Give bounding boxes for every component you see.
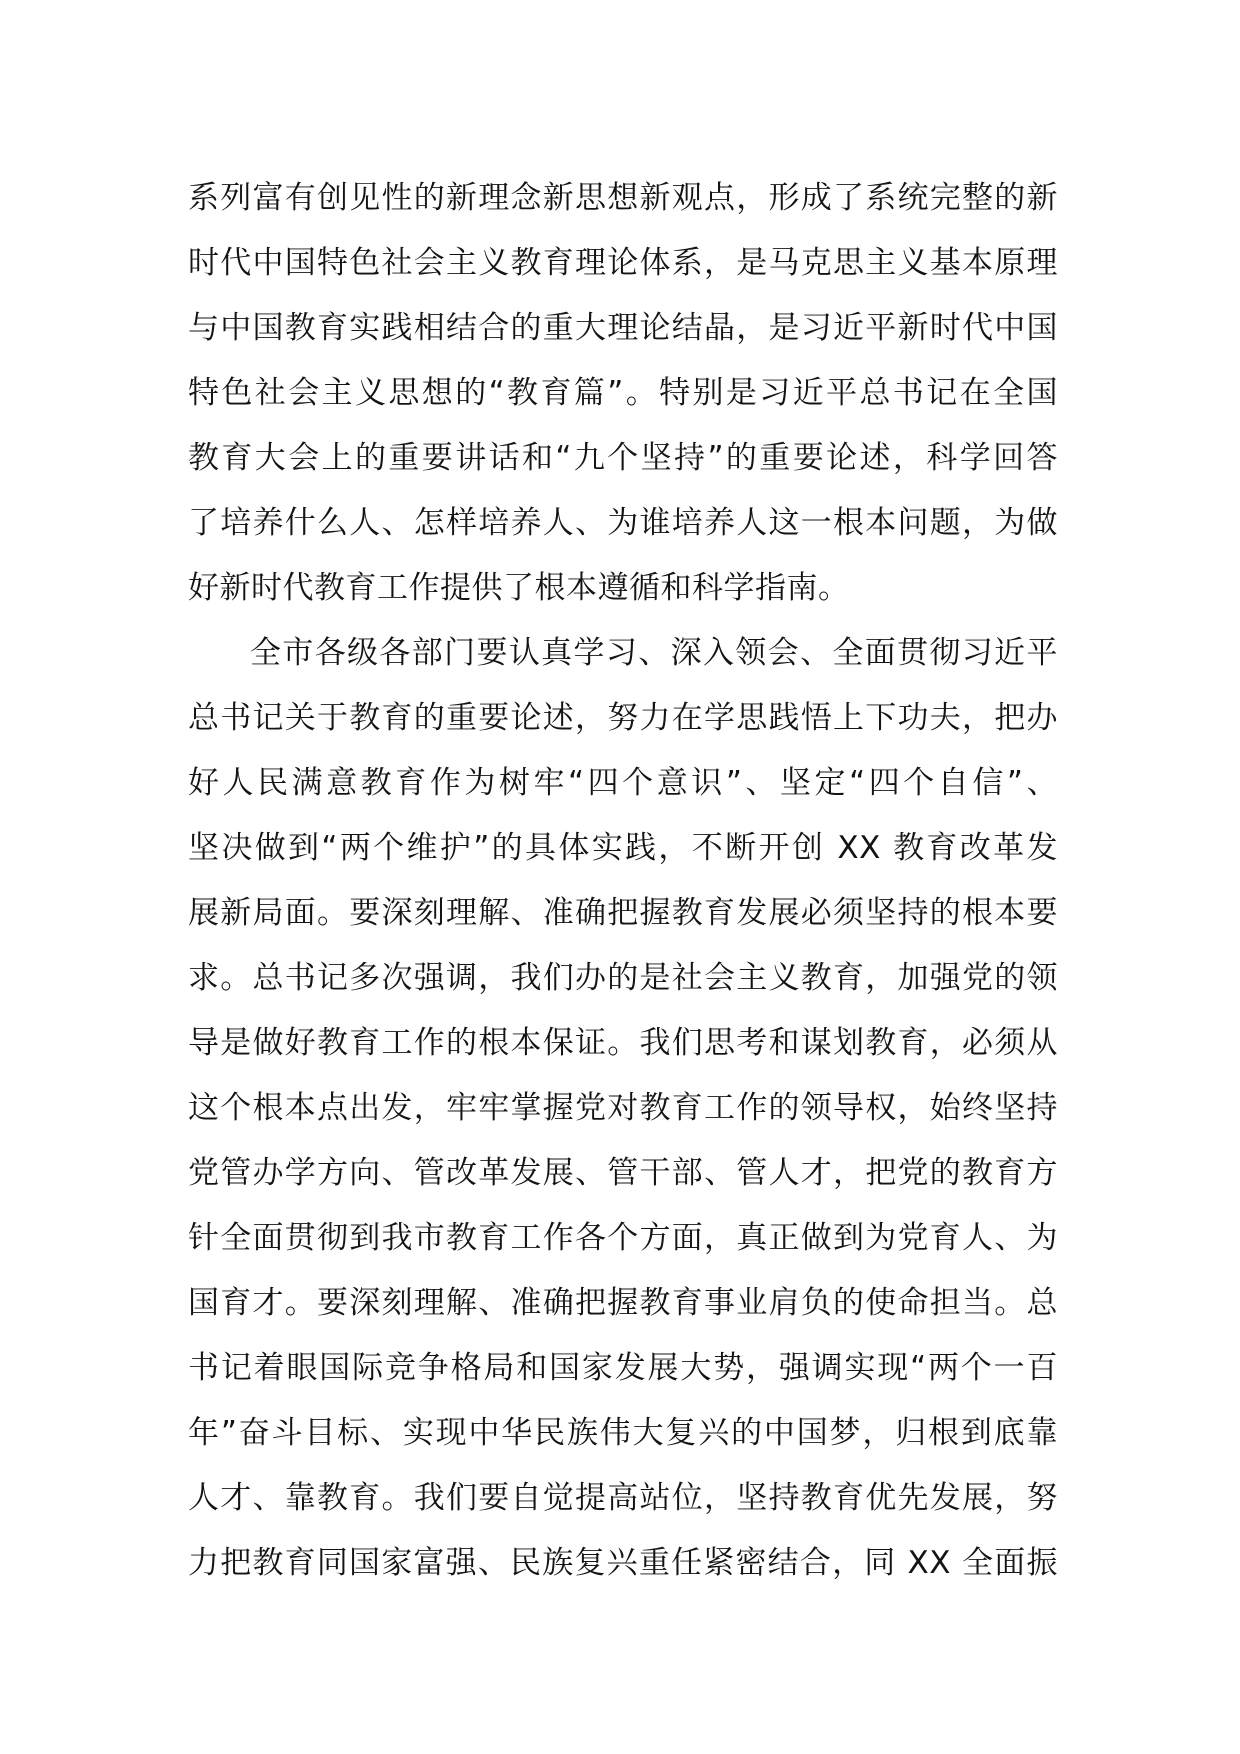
text-line: 总书记关于教育的重要论述，努力在学思践悟上下功夫，把办 [188,700,1058,736]
text-line: 导是做好教育工作的根本保证。我们思考和谋划教育，必须从 [188,1025,1058,1061]
paragraph-2 [188,621,1058,1596]
text-line: 这个根本点出发，牢牢掌握党对教育工作的领导权，始终坚持 [188,1090,1058,1126]
text-line: 与中国教育实践相结合的重大理论结晶，是习近平新时代中国 [188,310,1058,346]
text-line: 了培养什么人、怎样培养人、为谁培养人这一根本问题，为做 [188,505,1058,541]
text-line: 坚决做到“两个维护”的具体实践，不断开创 XX 教育改革发 [188,830,1058,866]
body-text [188,166,1058,1596]
text-line: 针全面贯彻到我市教育工作各个方面，真正做到为党育人、为 [188,1220,1058,1256]
text-line: 好人民满意教育作为树牢“四个意识”、坚定“四个自信”、 [188,765,1058,801]
text-line: 全市各级各部门要认真学习、深入领会、全面贯彻习近平 [250,635,1058,671]
text-line: 系列富有创见性的新理念新思想新观点，形成了系统完整的新 [188,180,1058,216]
text-line: 书记着眼国际竞争格局和国家发展大势，强调实现“两个一百 [188,1350,1058,1386]
text-line: 展新局面。要深刻理解、准确把握教育发展必须坚持的根本要 [188,895,1058,931]
paragraph-1 [188,166,1058,621]
text-line: 时代中国特色社会主义教育理论体系，是马克思主义基本原理 [188,245,1058,281]
text-line: 教育大会上的重要讲话和“九个坚持”的重要论述，科学回答 [188,440,1058,476]
text-line: 力把教育同国家富强、民族复兴重任紧密结合，同 XX 全面振 [188,1545,1058,1581]
text-line: 特色社会主义思想的“教育篇”。特别是习近平总书记在全国 [188,375,1058,411]
text-line: 好新时代教育工作提供了根本遵循和科学指南。 [188,570,850,606]
text-line: 国育才。要深刻理解、准确把握教育事业肩负的使命担当。总 [188,1285,1058,1321]
text-line: 年”奋斗目标、实现中华民族伟大复兴的中国梦，归根到底靠 [188,1415,1058,1451]
text-line: 人才、靠教育。我们要自觉提高站位，坚持教育优先发展，努 [188,1480,1058,1516]
text-line: 党管办学方向、管改革发展、管干部、管人才，把党的教育方 [188,1155,1058,1191]
text-line: 求。总书记多次强调，我们办的是社会主义教育，加强党的领 [188,960,1058,996]
